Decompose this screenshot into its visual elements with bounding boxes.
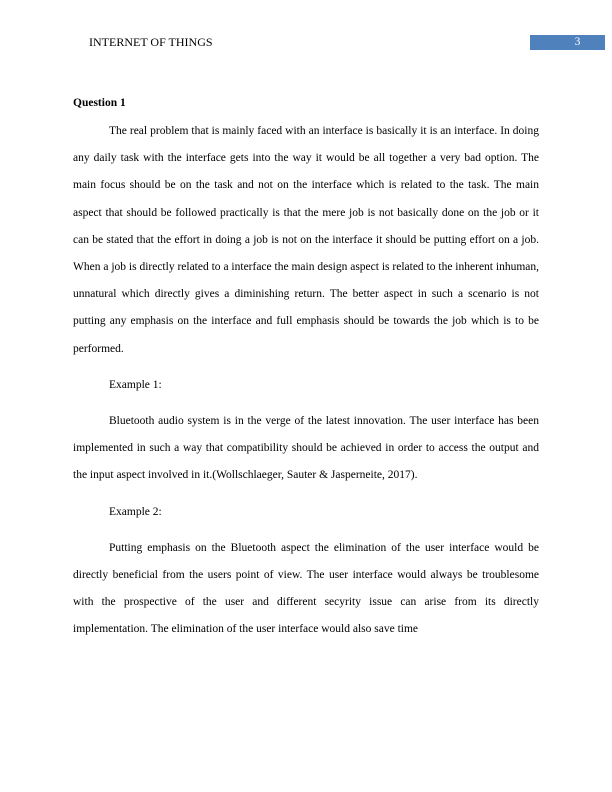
- paragraph-intro: The real problem that is mainly faced with an interface is basically it is an interface. In doing any daily task with the interface gets into the way it would be all together a very bad option. The main focus should be on the task and not on the interface which is related to the task. The main aspect that should be followed practically is that the mere job is not basically done on the job or it can be stated that the effort in doing a job is not on the interface it should be putting effort on a job. When a job is directly related to a interface the main design aspect is related to the inherent inhuman, unnatural which directly gives a diminishing return. The better aspect in such a scenario is not putting any emphasis on the interface and full emphasis should be towards the job which is to be performed.: [73, 125, 539, 355]
- example-2-label: Example 2:: [109, 505, 162, 518]
- document-body: [73, 95, 539, 644]
- running-header-title: INTERNET OF THINGS: [89, 35, 213, 49]
- paragraph-example-1: Bluetooth audio system is in the verge of the latest innovation. The user interface has been implemented in such a way that compatibility should be achieved in order to access the output and the input aspect involved in it.(Wollschlaeger, Sauter & Jasperneite, 2017).: [73, 415, 539, 482]
- example-1-label: Example 1:: [109, 378, 162, 391]
- page-number-badge: [530, 35, 605, 50]
- page-number: 3: [574, 36, 581, 48]
- paragraph-example-2: Putting emphasis on the Bluetooth aspect the elimination of the user interface would be directly beneficial from the users point of view. The user interface would always be troublesome with the prospective of the user and different secyrity issue can arise from its directly implementation. The elimination of the user interface would also save time: [73, 541, 539, 636]
- section-heading: Question 1: [73, 97, 126, 109]
